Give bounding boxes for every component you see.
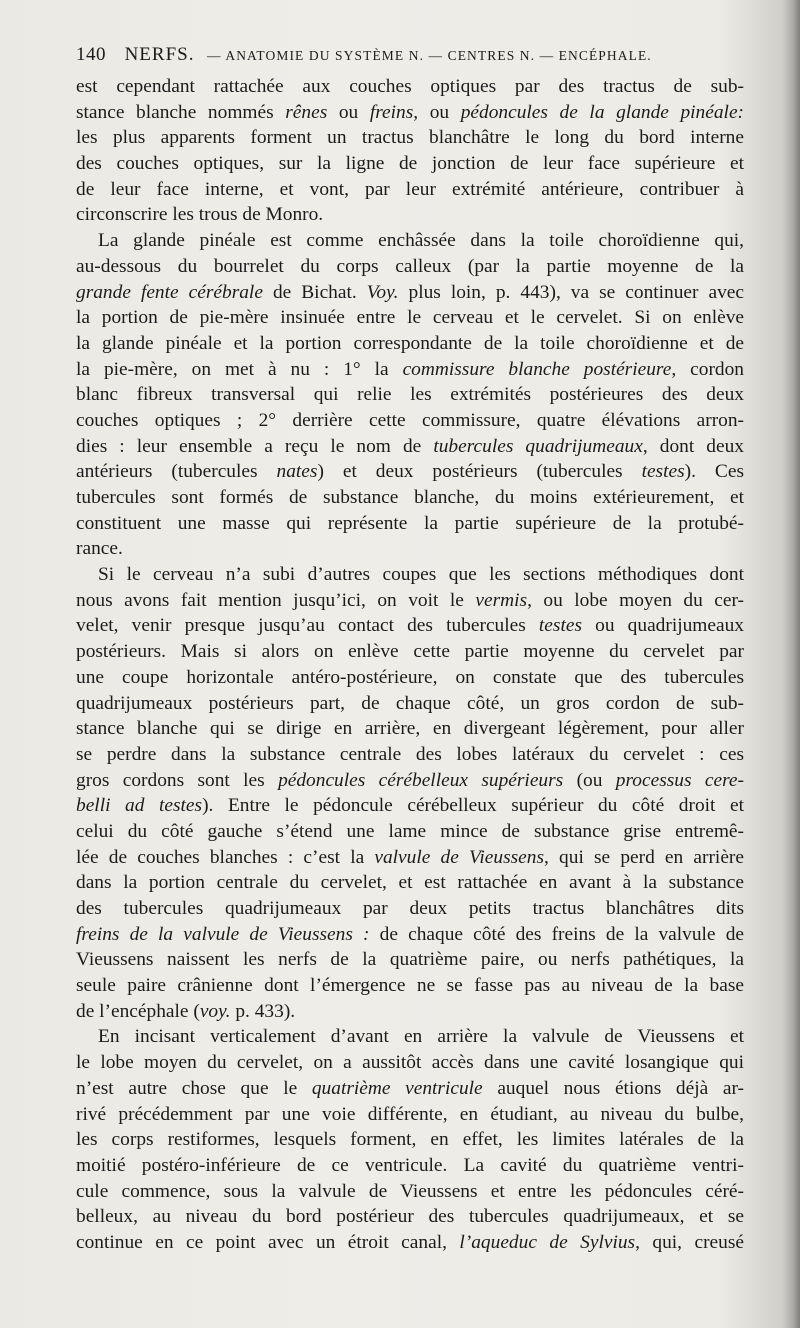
text-line — [76, 1153, 744, 1179]
text-line — [76, 280, 744, 306]
text-run: tubercules sont formés de substance blanche, du moins extérieurement, et — [76, 487, 744, 508]
text-run: , dont deux — [642, 435, 744, 457]
text-run: auquel nous étions déjà ar- — [482, 1077, 745, 1099]
text-run: n’est autre chose que le — [76, 1077, 312, 1099]
text-run: cule commence, sous la valvule de Vieussens et entre les pédoncules céré- — [76, 1180, 744, 1202]
text-run: antérieurs (tubercules — [76, 461, 277, 483]
text-line — [76, 151, 744, 177]
text-run: rivé précédemment par une voie différente, en étudiant, au niveau du bulbe, — [76, 1103, 744, 1125]
text-line — [76, 100, 744, 126]
text-run: p. 433). — [230, 1000, 296, 1022]
italic-term: pédoncules de la glande pinéale: — [460, 101, 745, 123]
text-line — [76, 1076, 744, 1102]
text-run: ) et deux postérieurs (tubercules — [317, 461, 642, 483]
body-text — [76, 74, 744, 1256]
italic-term: testes — [641, 461, 685, 483]
text-line — [76, 665, 744, 691]
text-line — [76, 1102, 744, 1128]
text-line — [76, 870, 744, 896]
italic-term: rênes — [285, 101, 328, 123]
text-run: ou quadrijumeaux — [582, 615, 744, 637]
text-line — [76, 896, 744, 922]
text-line — [76, 74, 744, 100]
text-run: de chaque côté des freins de la valvule de — [369, 923, 744, 945]
text-run: La glande pinéale est comme enchâssée dans la toile choroïdienne qui, — [98, 230, 744, 252]
text-line — [76, 1204, 744, 1230]
italic-term: voy. — [199, 1000, 231, 1022]
text-line — [76, 793, 744, 819]
text-line — [76, 331, 744, 357]
text-run: de l’encéphale ( — [76, 1000, 200, 1022]
text-run: nous avons fait mention jusqu’ici, on voit le — [76, 589, 476, 611]
page-number: 140 — [76, 44, 106, 65]
italic-term: testes — [538, 615, 583, 637]
text-line — [76, 845, 744, 871]
text-run: ou — [327, 101, 370, 123]
italic-term: belli ad testes — [76, 795, 203, 817]
text-run: les corps restiformes, lesquels forment, en effet, les limites latérales de la — [76, 1129, 744, 1151]
text-run: ). Entre le pédoncule cérébelleux supérieur du côté droit et — [202, 795, 744, 817]
text-line — [76, 459, 744, 485]
text-run: postérieurs. Mais si alors on enlève cette partie moyenne du cervelet par — [76, 641, 744, 663]
text-run: est cependant rattachée aux couches optiques par des tractus de sub- — [76, 76, 744, 97]
text-run: constituent une masse qui représente la partie supérieure de la protubé- — [76, 512, 744, 534]
text-line — [76, 768, 744, 794]
italic-term: grande fente cérébrale — [76, 281, 263, 303]
text-run: le lobe moyen du cervelet, on a aussitôt accès dans une cavité losangique qui — [76, 1052, 744, 1074]
header-subtitle: — ANATOMIE DU SYSTÈME N. — CENTRES N. — ENCÉPHALE. — [207, 48, 652, 63]
text-run: , qui, creusé — [635, 1231, 744, 1253]
italic-term: l’aqueduc de Sylvius — [459, 1231, 636, 1253]
text-run: blanc fibreux transversal qui relie les extrémités postérieures des deux — [76, 384, 744, 406]
text-run: la pie-mère, on met à nu : 1° la — [76, 358, 403, 380]
italic-term: pédoncules cérébelleux supérieurs — [278, 769, 564, 791]
italic-term: vermis — [475, 589, 528, 611]
text-run: quadrijumeaux postérieurs part, de chaque côté, un gros cordon de sub- — [76, 692, 744, 714]
text-line — [76, 511, 744, 537]
text-line — [76, 536, 744, 562]
text-run: se perdre dans la substance centrale des lobes latéraux du cervelet : ces — [76, 743, 744, 765]
text-line — [76, 408, 744, 434]
italic-term: nates — [276, 461, 318, 483]
text-run: En incisant verticalement d’avant en arrière la valvule de Vieussens et — [98, 1026, 744, 1048]
text-line — [76, 742, 744, 768]
text-run: stance blanche qui se dirige en arrière, en divergeant légèrement, pour aller — [76, 718, 744, 740]
text-run: , cordon — [671, 358, 744, 380]
text-run: (ou — [563, 769, 616, 791]
text-run: une coupe horizontale antéro-postérieure, on constate que des tubercules — [76, 666, 744, 688]
text-line — [76, 1127, 744, 1153]
text-run: lée de couches blanches : c’est la — [76, 846, 375, 868]
text-line — [76, 125, 744, 151]
text-line — [76, 716, 744, 742]
text-run: couches optiques ; 2° derrière cette commissure, quatre élévations arron- — [76, 409, 744, 431]
text-line — [76, 485, 744, 511]
text-run: de Bichat. — [262, 281, 367, 303]
chapter-title: NERFS. — [124, 44, 195, 65]
text-run: velet, venir presque jusqu’au contact des tubercules — [76, 615, 539, 637]
text-run: dans la portion centrale du cervelet, et est rattachée en avant à la substance — [76, 872, 744, 894]
text-line — [76, 691, 744, 717]
text-run: dies : leur ensemble a reçu le nom de — [76, 435, 434, 457]
text-run: rance. — [76, 538, 123, 560]
italic-term: commissure blanche postérieure — [402, 358, 672, 380]
italic-term: freins — [369, 101, 414, 123]
text-run: ). Ces — [684, 461, 744, 483]
text-line — [76, 947, 744, 973]
text-run: belleux, au niveau du bord postérieur des tubercules quadrijumeaux, et se — [76, 1206, 744, 1228]
text-run: stance blanche nommés — [76, 101, 286, 123]
italic-term: Voy. — [366, 281, 399, 303]
text-run: , ou — [413, 101, 461, 123]
italic-term: tubercules quadrijumeaux — [433, 435, 643, 457]
italic-term: quatrième ventricule — [311, 1077, 483, 1099]
text-line — [76, 562, 744, 588]
text-run: gros cordons sont les — [76, 769, 279, 791]
text-line — [76, 1230, 744, 1256]
text-line — [76, 254, 744, 280]
text-run: la portion de pie-mère insinuée entre le cerveau et le cervelet. Si on enlève — [76, 307, 744, 329]
text-run: continue en ce point avec un étroit canal, — [76, 1231, 460, 1253]
text-line — [76, 922, 744, 948]
text-run: seule paire crânienne dont l’émergence ne se fasse pas au niveau de la base — [76, 975, 744, 997]
text-line — [76, 177, 744, 203]
text-run: les plus apparents forment un tractus blanchâtre le long du bord interne — [76, 127, 744, 149]
text-run: de leur face interne, et vont, par leur extrémité antérieure, contribuer à — [76, 178, 744, 200]
text-run: plus loin, p. 443), va se continuer avec — [398, 281, 745, 303]
text-line — [76, 357, 744, 383]
running-header — [76, 44, 756, 66]
text-run: , ou lobe moyen du cer- — [527, 589, 744, 611]
text-run: Vieussens naissent les nerfs de la quatrième paire, ou nerfs pathétiques, la — [76, 949, 744, 971]
text-run: celui du côté gauche s’étend une lame mince de substance grise entremê- — [76, 820, 744, 842]
text-line — [76, 999, 744, 1025]
text-run: circonscrire les trous de Monro. — [76, 204, 324, 226]
text-line — [76, 819, 744, 845]
text-line — [76, 434, 744, 460]
text-line — [76, 1050, 744, 1076]
text-run: des couches optiques, sur la ligne de jonction de leur face supérieure et — [76, 153, 744, 175]
text-line — [76, 613, 744, 639]
italic-term: processus cere- — [615, 769, 744, 791]
text-line — [76, 228, 744, 254]
text-line — [76, 973, 744, 999]
text-line — [76, 639, 744, 665]
italic-term: valvule de Vieussens — [374, 846, 545, 868]
text-run: des tubercules quadrijumeaux par deux petits tractus blanchâtres dits — [76, 898, 744, 919]
text-run: moitié postéro-inférieure de ce ventricule. La cavité du quatrième ventri- — [76, 1154, 744, 1176]
text-run: la glande pinéale et la portion correspondante de la toile choroïdienne et de — [76, 332, 744, 354]
text-line — [76, 382, 744, 408]
text-line — [76, 588, 744, 614]
text-run: , qui se perd en arrière — [544, 846, 744, 868]
text-line — [76, 305, 744, 331]
page-edge-shadow — [782, 0, 800, 1328]
text-line — [76, 202, 744, 228]
text-line — [76, 1179, 744, 1205]
text-line — [76, 1024, 744, 1050]
italic-term: freins de la valvule de Vieussens : — [76, 923, 370, 945]
text-run: Si le cerveau n’a subi d’autres coupes que les sections méthodiques dont — [98, 564, 744, 586]
text-run: au-dessous du bourrelet du corps calleux (par la partie moyenne de la — [76, 255, 744, 277]
